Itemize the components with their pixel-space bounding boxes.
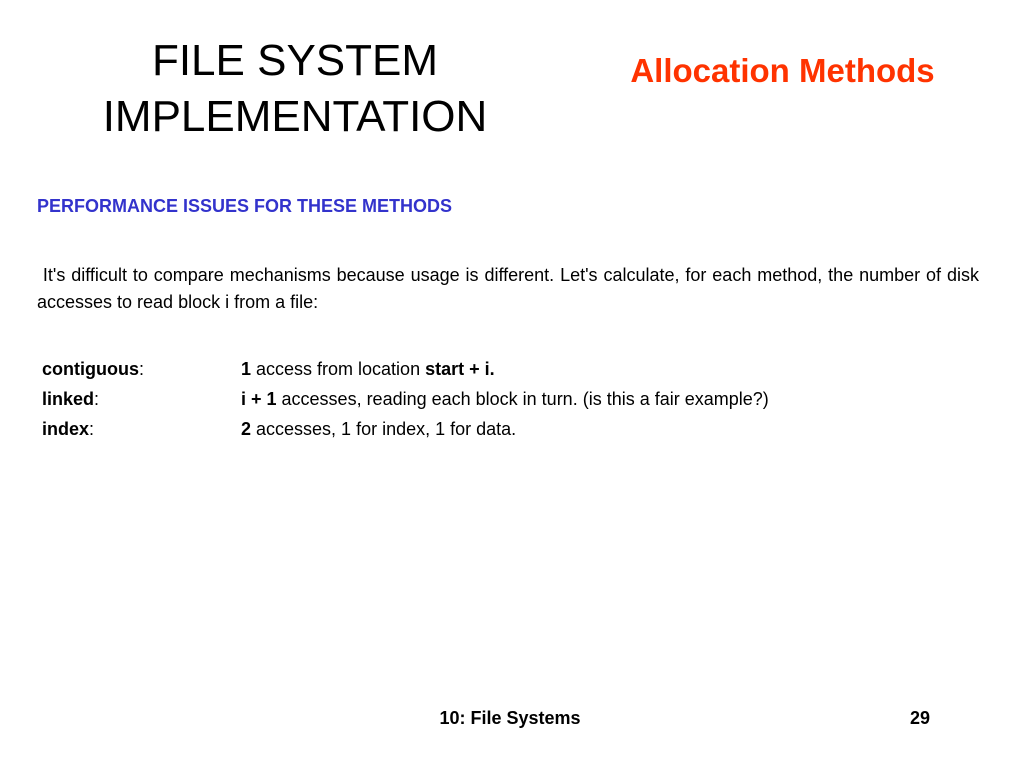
method-cost-formula: start + i. <box>425 358 495 379</box>
method-cost: 2 <box>241 418 252 439</box>
method-name-label: contiguous <box>42 358 139 379</box>
method-description <box>241 389 982 410</box>
slide-title <box>40 33 550 145</box>
method-cost: i + 1 <box>241 388 277 409</box>
footer-title: 10: File Systems <box>439 708 581 728</box>
intro-paragraph <box>37 262 979 316</box>
methods-list <box>42 354 982 444</box>
method-name <box>42 419 241 440</box>
method-row-contiguous <box>42 354 982 384</box>
method-name-label: linked <box>42 388 95 409</box>
method-cost-text: accesses, reading each block in turn. (is this a fair example?) <box>276 388 769 409</box>
method-cost: 1 <box>241 358 252 379</box>
method-cost-text: access from location <box>251 358 426 379</box>
method-description <box>241 359 982 380</box>
method-cost-text: accesses, 1 for index, 1 for data. <box>251 418 517 439</box>
slide-topic: Allocation Methods <box>630 52 935 89</box>
method-name-separator: : <box>89 418 95 439</box>
slide-title-line-1: FILE SYSTEM <box>151 36 439 85</box>
method-name-separator: : <box>94 388 100 409</box>
method-name-label: index <box>42 418 90 439</box>
method-row-index <box>42 414 982 444</box>
method-name-separator: : <box>139 358 145 379</box>
method-description <box>241 419 982 440</box>
method-row-linked <box>42 384 982 414</box>
method-name <box>42 389 241 410</box>
page-number: 29 <box>909 708 931 728</box>
section-heading: PERFORMANCE ISSUES FOR THESE METHODS <box>37 196 453 216</box>
intro-text: It's difficult to compare mechanisms because usage is different. Let's calculate, for each method, the number of disk accesses to read block i from a file: <box>37 265 979 312</box>
slide-title-line-2: IMPLEMENTATION <box>102 92 488 141</box>
method-name <box>42 359 241 380</box>
